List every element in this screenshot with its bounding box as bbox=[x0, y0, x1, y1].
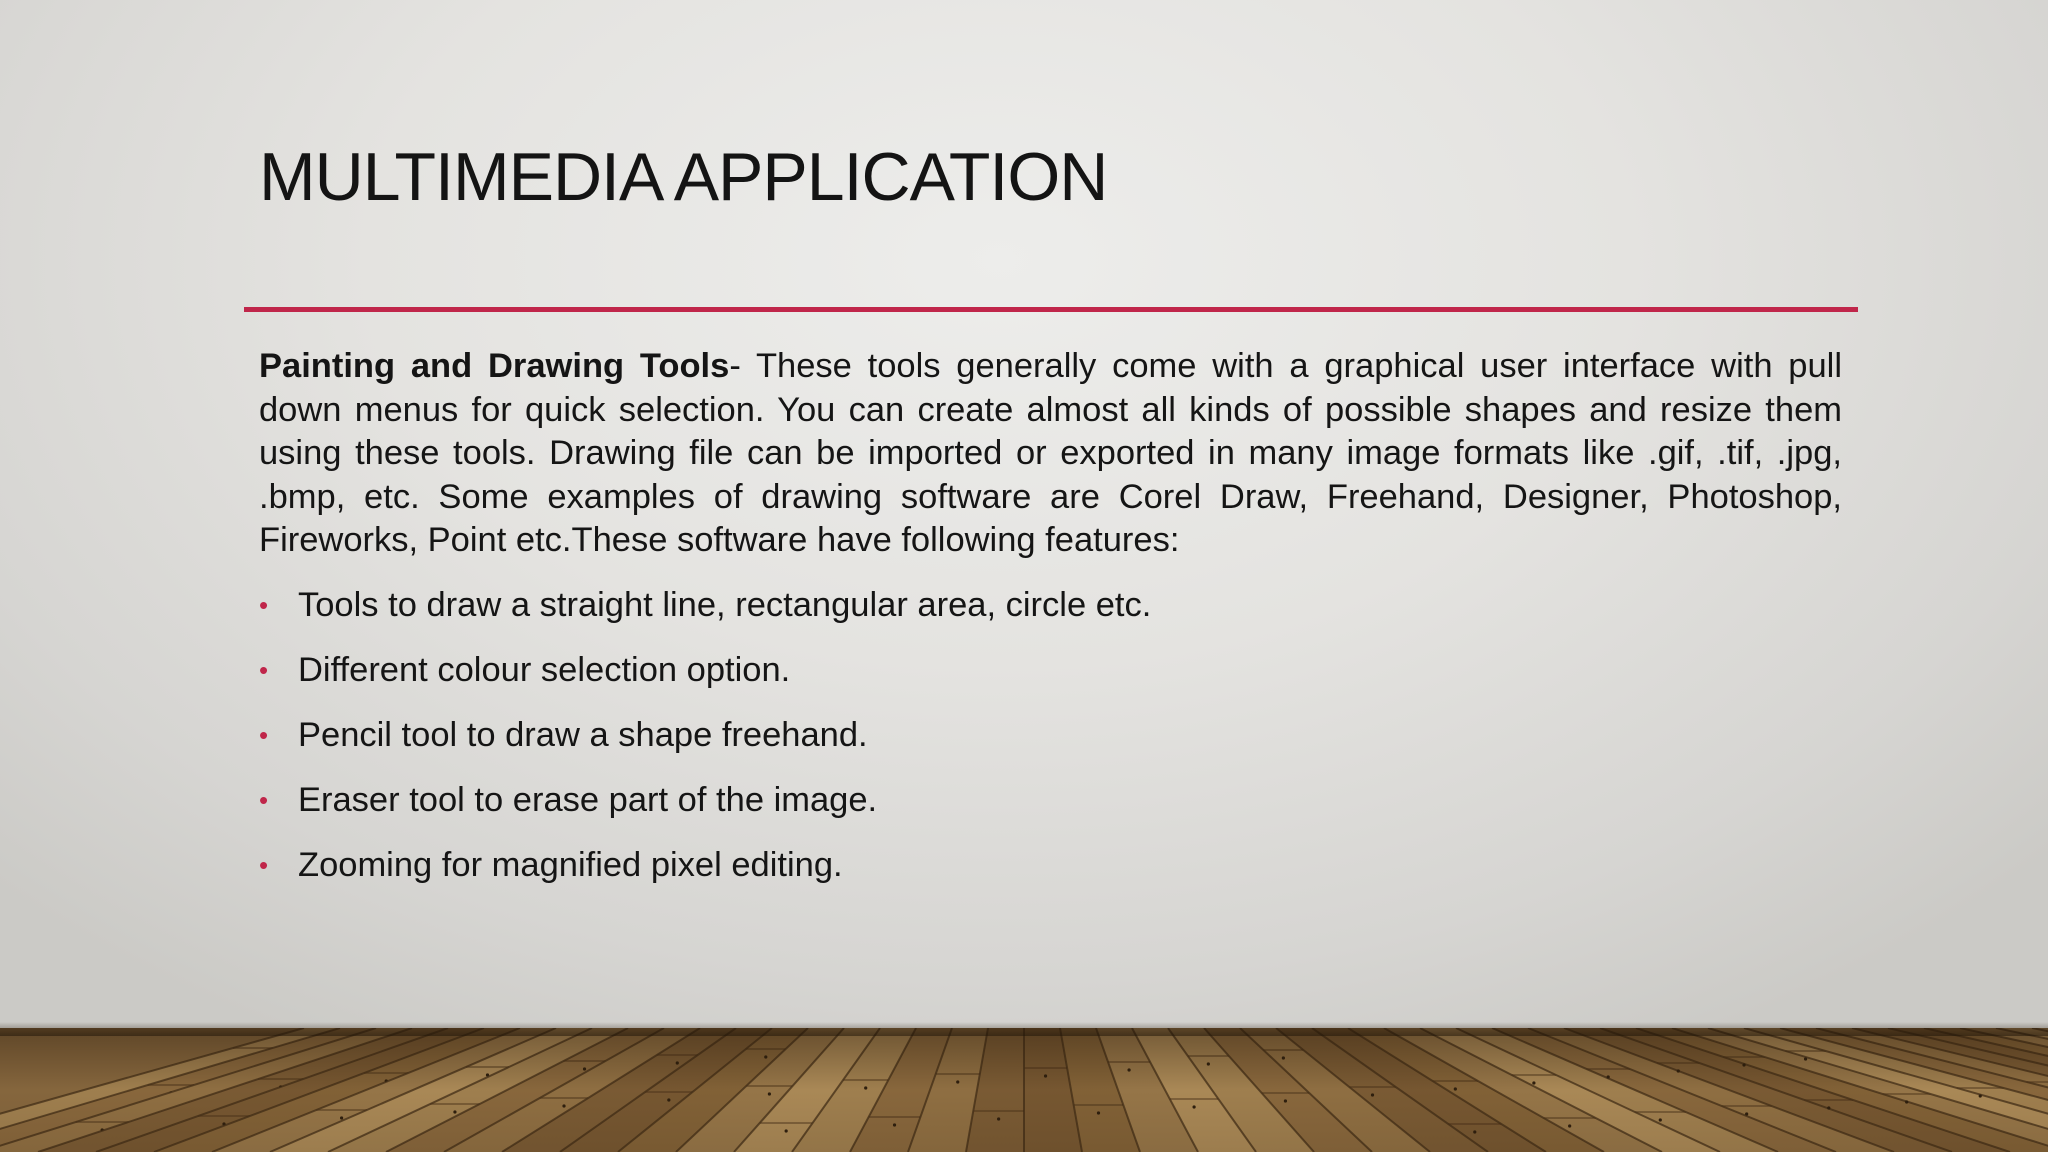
floor-shadow bbox=[0, 1022, 2048, 1036]
list-item-text: Eraser tool to erase part of the image. bbox=[298, 781, 878, 819]
bullet-icon: • bbox=[259, 785, 269, 815]
bullet-icon: • bbox=[259, 850, 269, 880]
bullet-icon: • bbox=[259, 720, 269, 750]
list-item bbox=[259, 844, 1151, 909]
list-item bbox=[259, 714, 1151, 779]
list-item-text: Tools to draw a straight line, rectangular area, circle etc. bbox=[298, 586, 1152, 624]
bullet-icon: • bbox=[259, 590, 269, 620]
feature-list bbox=[259, 584, 1151, 909]
bullet-icon: • bbox=[259, 655, 269, 685]
paragraph-lead-bold: Painting and Drawing Tools bbox=[259, 347, 730, 385]
list-item-text: Zooming for magnified pixel editing. bbox=[298, 846, 843, 884]
paragraph-text: - These tools generally come with a graphical user interface with pull down menus for quick selection. You can create almost all kinds of possible shapes and resize them using these tools. Drawing file can be imported or exported in many image formats like .gif, .tif, .jpg, .bmp, etc. Some examples of drawing software are Corel Draw, Freehand, Designer, Photoshop, Fireworks, Point etc.These software have following features: bbox=[259, 347, 1843, 559]
list-item-text: Pencil tool to draw a shape freehand. bbox=[298, 716, 868, 754]
title-divider bbox=[244, 307, 1858, 312]
body-paragraph bbox=[259, 345, 1842, 563]
wooden-floor bbox=[0, 1028, 2048, 1152]
list-item-text: Different colour selection option. bbox=[298, 651, 791, 689]
list-item bbox=[259, 584, 1151, 649]
list-item bbox=[259, 779, 1151, 844]
slide-title: MULTIMEDIA APPLICATION bbox=[259, 139, 1108, 215]
list-item bbox=[259, 649, 1151, 714]
